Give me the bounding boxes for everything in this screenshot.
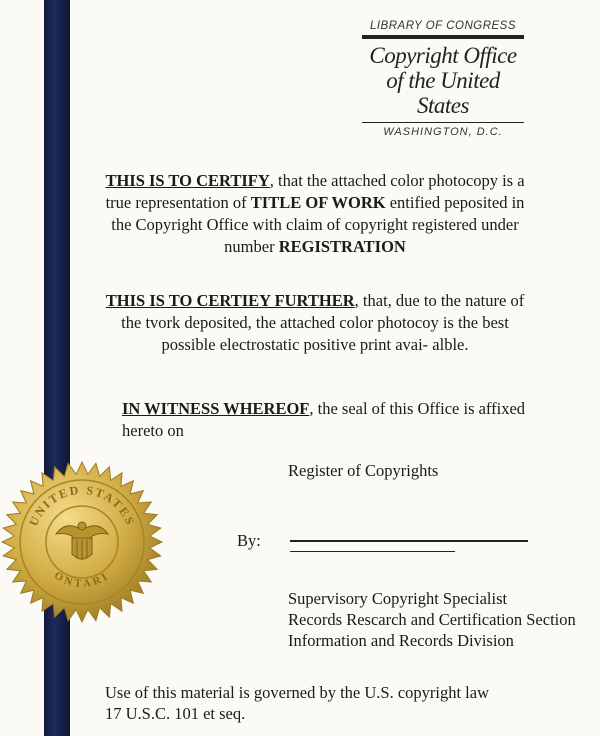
signatory-title: Supervisory Copyright Specialist <box>288 589 508 608</box>
witness-paragraph <box>122 398 542 442</box>
register-label: Register of Copyrights <box>288 461 439 480</box>
law-notice-line2: 17 U.S.C. 101 et seq. <box>105 704 246 723</box>
work-title: TITLE OF WORK <box>250 193 386 212</box>
witness-text: , the seal of this Office is affixed hereto on <box>122 399 526 440</box>
by-label: By: <box>237 531 261 550</box>
certify-heading: THIS IS TO CERTIFY <box>105 171 270 190</box>
witness-heading: IN WITNESS WHEREOF <box>122 399 310 418</box>
seal-text-bottom: ONTARI <box>51 569 113 591</box>
signature-subline <box>290 551 455 552</box>
certify-text1: , that the attached color photocopy is a true representation of <box>105 171 525 212</box>
signatory-division: Information and Records Division <box>288 631 514 650</box>
gold-seal <box>0 460 164 624</box>
office-header <box>362 20 524 138</box>
signatory-block <box>288 588 576 651</box>
header-rule-thin <box>362 122 524 123</box>
law-notice-line1: Use of this material is governed by the U.S. copyright law <box>105 683 490 702</box>
law-notice <box>105 682 489 724</box>
office-title-line1: Copyright Office <box>369 43 517 68</box>
further-text: , that, due to the nature of the tvork deposited, the attached color photocoy is the best possible electrostatic positive print avai- alble. <box>121 291 525 354</box>
ribbon-decoration <box>44 0 70 736</box>
office-title-line2: of the United States <box>386 68 500 118</box>
registration-number: REGISTRATION <box>278 237 406 256</box>
signature-line <box>290 540 528 542</box>
location-label: WASHINGTON, D.C. <box>383 126 503 138</box>
header-rule <box>362 35 524 39</box>
certify-paragraph <box>95 170 535 258</box>
further-paragraph <box>95 290 535 356</box>
library-label: LIBRARY OF CONGRESS <box>369 20 517 32</box>
signatory-section: Records Rescarch and Certification Section <box>288 610 576 629</box>
further-heading: THIS IS TO CERTIEY FURTHER <box>105 291 355 310</box>
seal-text-top: UNITED STATES <box>26 482 138 529</box>
certify-text2: entified peposited in the Copyright Office with claim of copyright registered under number <box>111 193 525 256</box>
